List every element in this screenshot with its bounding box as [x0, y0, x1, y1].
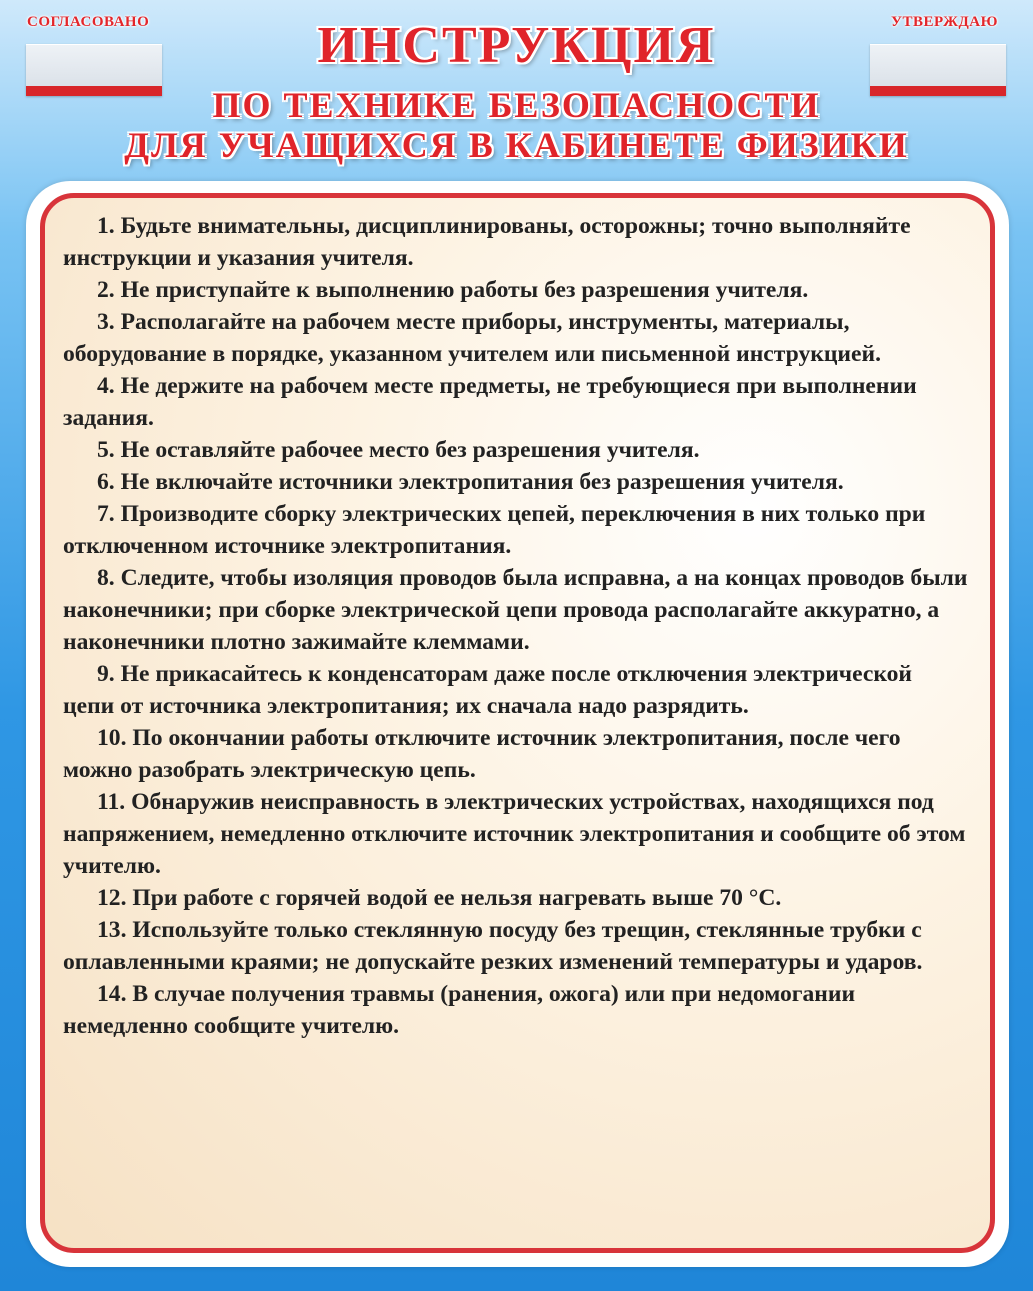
rule-item: 10. По окончании работы отключите источник электропитания, после чего можно разобрать электрическую цепь. — [63, 725, 901, 783]
rule-item: 7. Производите сборку электрических цепей, переключения в них только при отключенном источнике электропитания. — [63, 501, 926, 559]
rule-item: 13. Используйте только стеклянную посуду без трещин, стеклянные трубки с оплавленными краями; не допускайте резких изменений температуры и ударов. — [63, 917, 923, 975]
page-subtitle-line2: ДЛЯ УЧАЩИХСЯ В КАБИНЕТЕ ФИЗИКИ — [124, 125, 909, 165]
rule-item: 8. Следите, чтобы изоляция проводов была исправна, а на концах проводов были наконечники; при сборке электрической цепи провода располагайте аккуратно, а наконечники плотно зажимайте клеммами. — [63, 565, 968, 655]
page-subtitle-line1: ПО ТЕХНИКЕ БЕЗОПАСНОСТИ — [212, 85, 821, 125]
rules-list — [63, 210, 968, 1042]
rule-item: 14. В случае получения травмы (ранения, ожога) или при недомогании немедленно сообщите учителю. — [63, 981, 856, 1039]
approval-label-approved: УТВЕРЖДАЮ — [890, 14, 998, 30]
rule-item: 11. Обнаружив неисправность в электрических устройствах, находящихся под напряжением, немедленно отключите источник электропитания и сообщите об этом учителю. — [63, 789, 966, 879]
rule-item: 1. Будьте внимательны, дисциплинированы, осторожны; точно выполняйте инструкции и указания учителя. — [63, 213, 911, 271]
rule-item: 12. При работе с горячей водой ее нельзя нагревать выше 70 °С. — [97, 885, 782, 911]
approval-label-agreed: СОГЛАСОВАНО — [27, 14, 150, 30]
rule-item: 5. Не оставляйте рабочее место без разрешения учителя. — [97, 437, 700, 463]
page-title: ИНСТРУКЦИЯ — [317, 17, 716, 74]
rule-item: 4. Не держите на рабочем месте предметы, не требующиеся при выполнении задания. — [63, 373, 917, 431]
rule-item: 9. Не прикасайтесь к конденсаторам даже после отключения электрической цепи от источника электропитания; их сначала надо разрядить. — [63, 661, 912, 719]
rule-item: 6. Не включайте источники электропитания без разрешения учителя. — [97, 469, 844, 495]
rule-item: 3. Располагайте на рабочем месте приборы, инструменты, материалы, оборудование в порядке, указанном учителем или письменной инструкцией. — [63, 309, 881, 367]
rule-item: 2. Не приступайте к выполнению работы без разрешения учителя. — [97, 277, 809, 303]
